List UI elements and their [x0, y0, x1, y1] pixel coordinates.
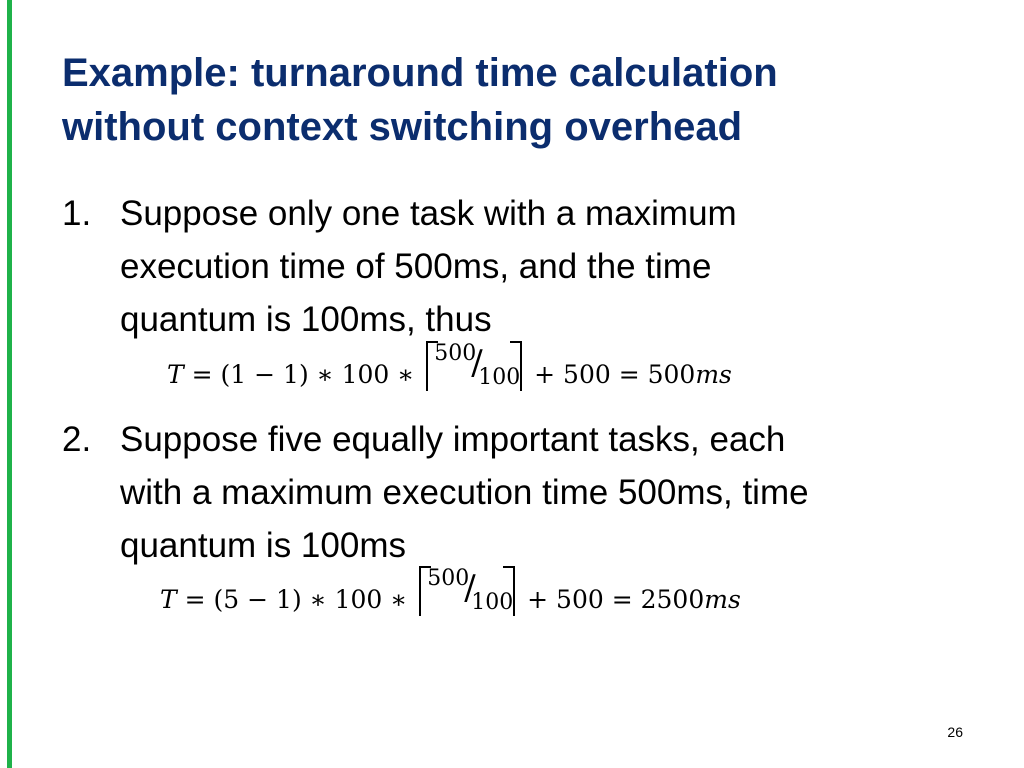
- slide-title-line-2: without context switching overhead: [62, 105, 743, 149]
- formula-2: [160, 563, 741, 633]
- fraction: [428, 341, 520, 391]
- green-accent-bar: [7, 0, 12, 768]
- formula-unit: ms: [704, 585, 741, 614]
- formula-left-side: = (1 − 1) ∗ 100 ∗: [191, 360, 415, 389]
- fraction-numerator: 500: [434, 341, 477, 366]
- formula-variable: T: [160, 585, 177, 614]
- list-item-line: Suppose five equally important tasks, each: [120, 420, 786, 459]
- fraction-slash: /: [471, 343, 483, 383]
- slide-title: [62, 46, 962, 154]
- list-item-number: 1.: [62, 194, 92, 233]
- ceiling-brackets: [419, 566, 515, 616]
- formula-1: [167, 338, 732, 408]
- fraction-denominator: 100: [471, 590, 514, 615]
- ceiling-brackets: [426, 341, 522, 391]
- list-item-line: execution time of 500ms, and the time: [120, 247, 712, 286]
- list-item-number: 2.: [62, 420, 92, 459]
- slide-title-line-1: Example: turnaround time calculation: [62, 51, 778, 95]
- fraction-denominator: 100: [478, 365, 521, 390]
- list-item-line: quantum is 100ms: [120, 526, 406, 565]
- list-item-2: [62, 413, 982, 572]
- formula-left-side: = (5 − 1) ∗ 100 ∗: [184, 585, 408, 614]
- fraction: [421, 566, 513, 616]
- formula-right-side: + 500 = 500: [534, 360, 696, 389]
- list-item-line: Suppose only one task with a maximum: [120, 194, 737, 233]
- formula-variable: T: [167, 360, 184, 389]
- list-item-line: with a maximum execution time 500ms, time: [120, 473, 809, 512]
- page-number: 26: [947, 724, 963, 740]
- fraction-slash: /: [464, 568, 476, 608]
- list-item-line: quantum is 100ms, thus: [120, 300, 492, 339]
- formula-unit: ms: [695, 360, 732, 389]
- formula-right-side: + 500 = 2500: [527, 585, 705, 614]
- list-item-1: [62, 187, 982, 346]
- fraction-numerator: 500: [427, 566, 470, 591]
